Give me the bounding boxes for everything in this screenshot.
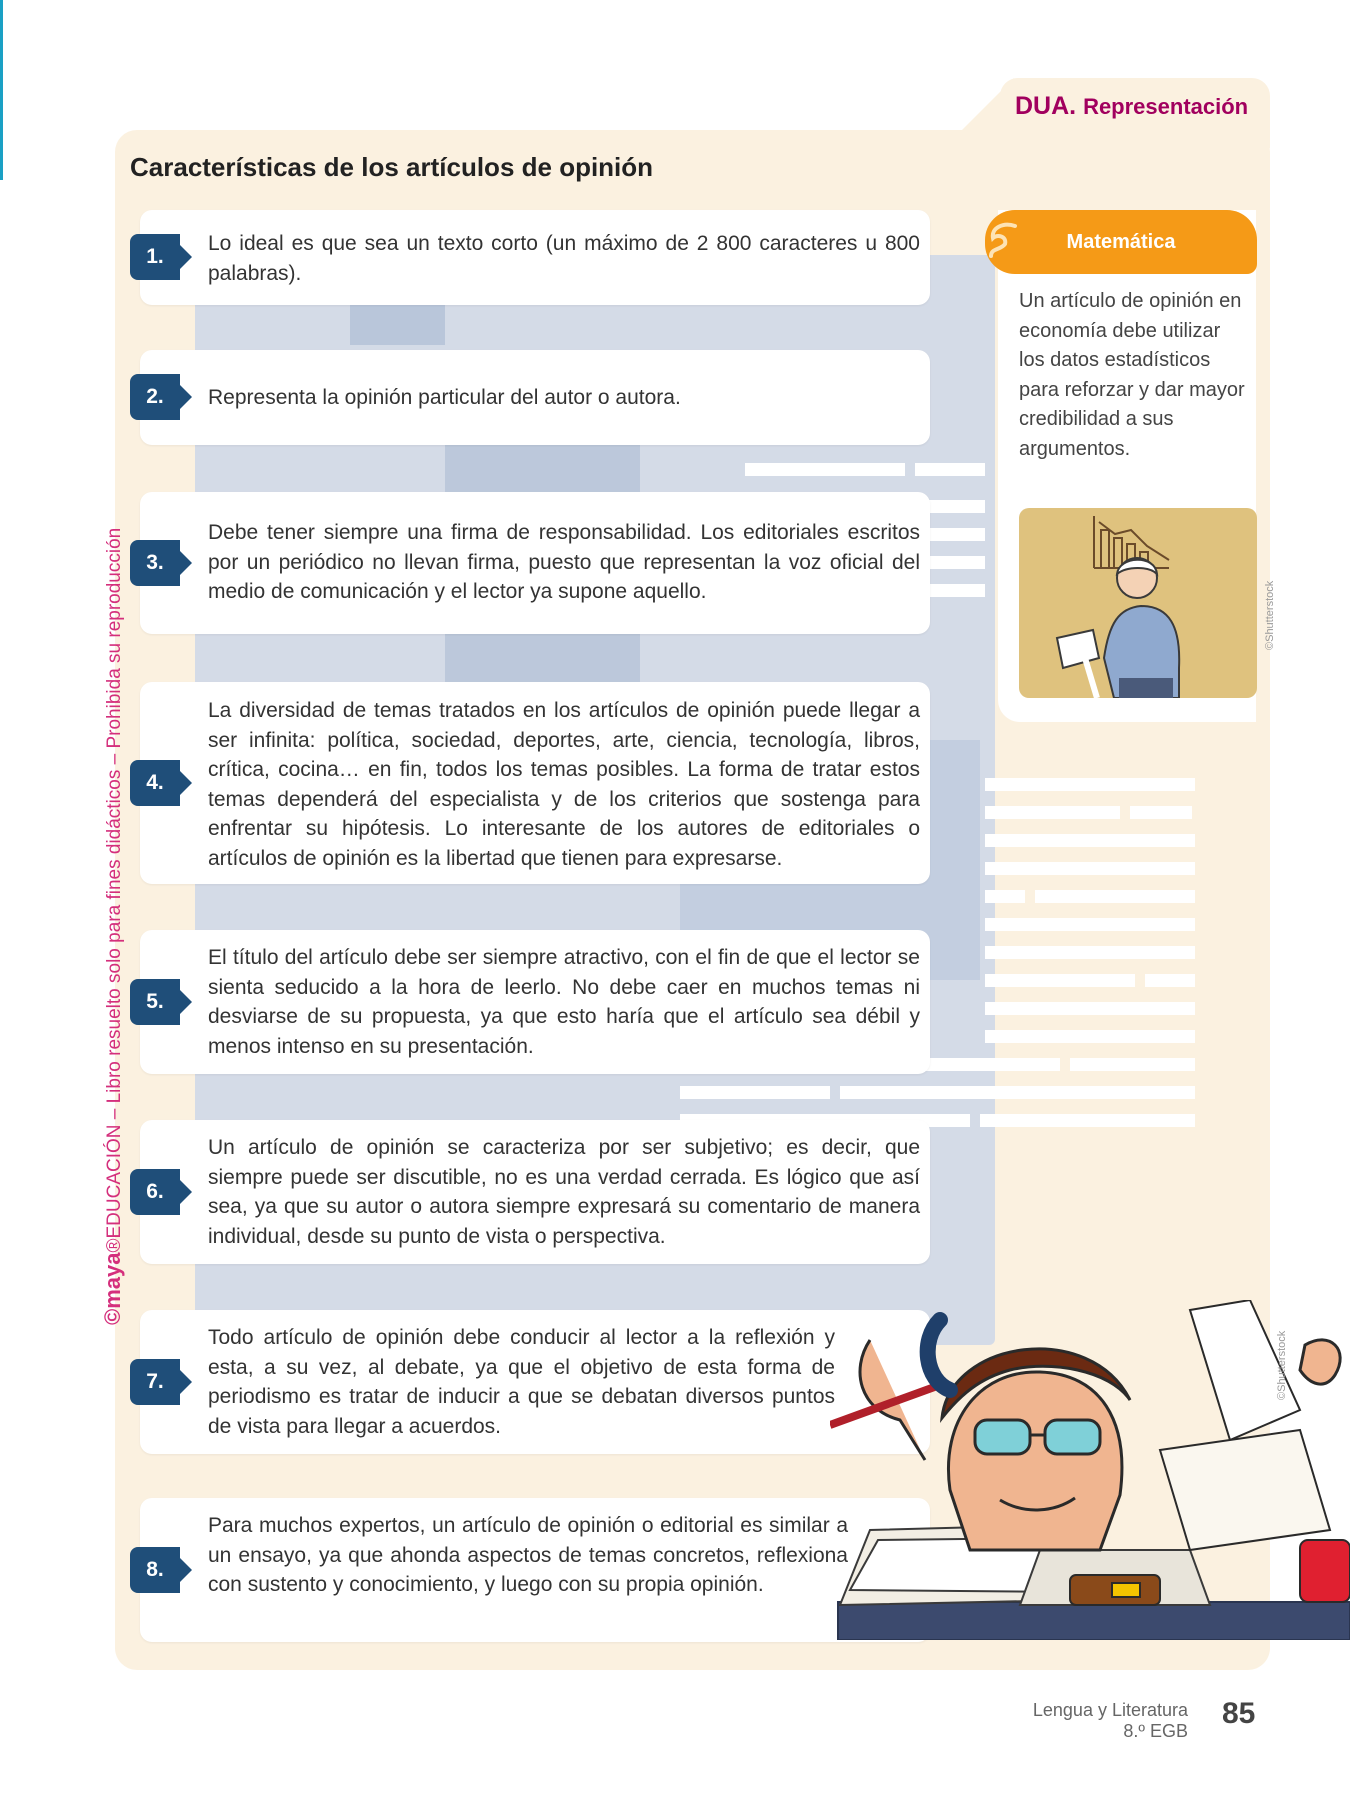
dua-section: Representación [1083,94,1249,119]
math-box-heading [985,210,1257,274]
item-number-badge: 6. [130,1169,180,1215]
item-number-badge: 1. [130,234,180,280]
list-item [140,1498,930,1642]
economist-illustration [1019,508,1257,698]
footer-subject-name: Lengua y Literatura [1032,1700,1188,1720]
dua-label: DUA. Representación [1015,92,1249,120]
list-item [140,210,930,305]
item-number-badge: 2. [130,374,180,420]
item-text: Lo ideal es que sea un texto corto (un máximo de 2 800 caracteres u 800 palabras). [208,232,920,285]
item-text: Un artículo de opinión se caracteriza por ser subjetivo; es decir, que siempre puede ser discutible, no es una verdad cerrada. Es lógico que así sea, ya que su autor o autora siempre expresará su comentario de manera individual, desde su punto de vista o perspectiva. [208,1136,920,1248]
brand-logo: ©maya [100,1252,125,1325]
item-number-badge: 3. [130,540,180,586]
copyright-text: ®EDUCACIÓN – Libro resuelto solo para fines didácticos – Prohibida su reproducción [104,527,125,1253]
journalist-illustration [830,1300,1350,1640]
footer-grade: 8.º EGB [1123,1721,1188,1741]
image-credit: ©Shutterstock [1264,580,1276,650]
image-credit: ©Shutterstock [1276,1330,1288,1400]
item-text: Para muchos expertos, un artículo de opinión o editorial es similar a un ensayo, ya que ahonda aspectos de temas concretos, reflexiona con sustento y conocimiento, y luego con su propia opinión. [208,1514,848,1596]
page-number: 85 [1222,1697,1256,1730]
list-item [140,1310,930,1454]
item-number-badge: 4. [130,760,180,806]
item-text: Representa la opinión particular del autor o autora. [208,386,681,409]
math-box-text: Un artículo de opinión en economía debe utilizar los datos estadísticos para reforzar y dar mayor credibilidad a sus argumentos. [1019,290,1245,460]
puzzle-piece-icon [985,220,1019,264]
item-number-badge: 5. [130,979,180,1025]
list-item [140,682,930,884]
item-text: La diversidad de temas tratados en los artículos de opinión puede llegar a ser infinita: política, sociedad, deportes, arte, ciencia, tecnología, libros, crítica, cocina… en fin, todos los temas posibles. La forma de tratar estos temas dependerá del especialista y de los criterios que sostenga para enfrentar su hipótesis. Lo interesante de los autores de editoriales o artículos de opinión es la libertad que tienen para expresarse. [208,699,920,870]
list-item [140,492,930,634]
item-number-badge: 8. [130,1547,180,1593]
list-item [140,1120,930,1264]
page-title: Características de los artículos de opinión [130,152,654,182]
item-text: El título del artículo debe ser siempre atractivo, con el fin de que el lector se sienta seducido a la hora de leerlo. No debe caer en muchos temas ni desviarse de su propuesta, ya que esto haría que el artículo sea débil y menos intenso en su presentación. [208,946,920,1058]
copyright-sidebar [100,528,126,1325]
math-box-title: Matemática [1066,230,1176,253]
item-number-badge: 7. [130,1359,180,1405]
list-item [140,930,930,1074]
list-item [140,350,930,445]
footer-subject [990,1700,1188,1742]
page-edge-marker [0,0,3,180]
item-text: Todo artículo de opinión debe conducir al lector a la reflexión y esta, a su vez, al debate, ya que el objetivo de esta forma de periodismo es tratar de inducir a que se debatan diversos puntos de vista para llegar a acuerdos. [208,1326,835,1438]
item-text: Debe tener siempre una firma de responsabilidad. Los editoriales escritos por un periódico no llevan firma, puesto que representan la voz oficial del medio de comunicación y el lector ya supone aquello. [208,521,920,603]
